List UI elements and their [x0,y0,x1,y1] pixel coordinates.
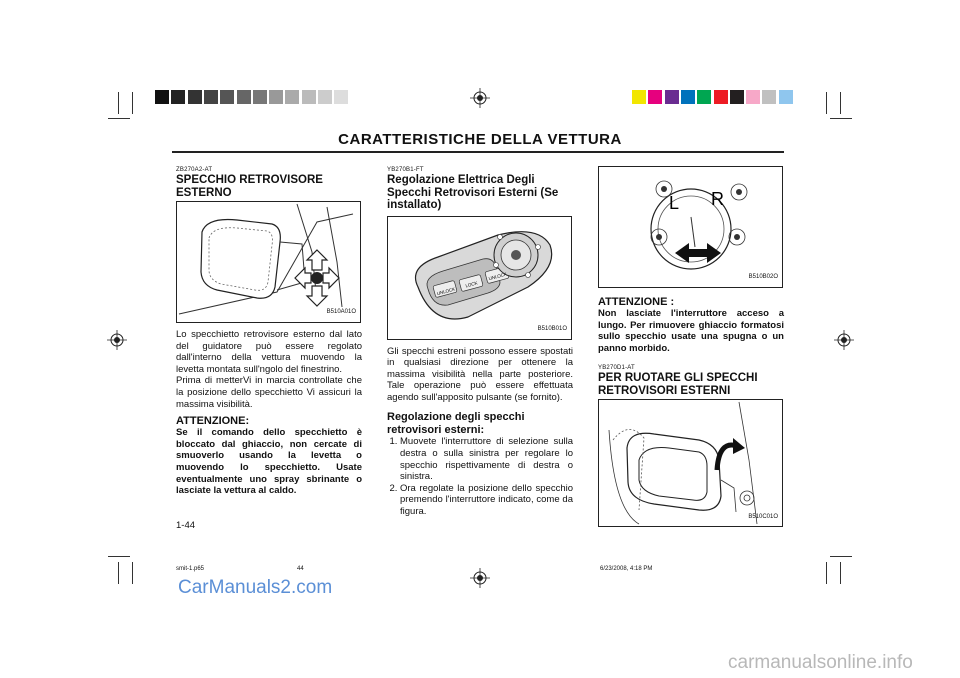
grayscale-swatch [285,90,299,104]
color-swatch [697,90,711,104]
page-number: 1-44 [176,520,196,531]
grayscale-swatch [220,90,234,104]
crop-mark [132,562,133,584]
page-title: CARATTERISTICHE DELLA VETTURA [338,131,622,148]
figure-lr-switch [598,166,783,288]
grayscale-swatch [334,90,348,104]
color-swatch [730,90,744,104]
list-item: 2. Ora regolate la posizione dello specchio premendo l'interruttore indicato, come da figura. [400,483,573,518]
registration-mark-icon [470,88,490,108]
color-swatch [714,90,728,104]
color-swatch [779,90,793,104]
lr-switch-illustration [599,167,782,287]
section-heading: Regolazione Elettrica Degli Specchi Retrovisori Esterni (Se installato) [387,174,559,211]
column-1 [176,166,362,497]
figure-mirror-switch [387,216,572,340]
section-heading: PER RUOTARE GLI SPECCHI RETROVISORI ESTERNI [598,372,758,397]
crop-mark [118,92,119,114]
warning-text: Se il comando dello specchietto è bloccato dal ghiaccio, non cercate di smuoverlo usando la levetta o muovendo lo specchietto. Usate eventualmente uno spray sbrinante o lasciate la vettura al caldo. [176,427,362,497]
switch-label-unlock-left: UNLOCK [436,285,456,296]
grayscale-swatch [237,90,251,104]
section-code: YB270D1-AT [598,365,635,372]
watermark-left[interactable]: CarManuals2.com [178,577,333,598]
warning-title: ATTENZIONE : [598,296,675,308]
header-rule [172,151,784,153]
figure-mirror-lever [176,201,361,323]
warning-title: ATTENZIONE: [176,415,250,428]
figure-label: B510B02O [748,274,778,281]
column-2 [387,166,573,518]
body-text: Gli specchi estreni possono essere spostati in qualsiasi direzione per ottenere la massima visibilità nella parte posteriore. Tale operazione può essere effettuata agendo sull'apposito pulsante (se fornito). [387,345,573,403]
crop-mark [108,118,130,119]
fold-mirror-illustration [599,400,782,526]
warning-text: Non lasciate l'interruttore acceso a lungo. Per rimuovere ghiaccio formatosi sullo specchio usate una spugna o un panno morbido. [598,308,784,354]
registration-mark-icon [834,330,854,350]
grayscale-swatch [171,90,185,104]
crop-mark [108,556,130,557]
color-swatch [665,90,679,104]
list-item: 1. Muovete l'interruttore di selezione sulla destra o sulla sinistra per regolare lo specchio rispettivamente di destra o sinistra. [400,436,573,482]
figure-label: B510A01O [326,309,356,316]
grayscale-swatch [302,90,316,104]
switch-label-unlock-right: UNLOCK [488,271,508,281]
color-swatch [632,90,646,104]
figure-label: B510C01O [748,513,778,520]
figure-fold-mirror [598,399,783,527]
section-heading: SPECCHIO RETROVISORE ESTERNO [176,174,323,199]
figure-label: B510B01O [537,325,567,332]
grayscale-swatch [318,90,332,104]
crop-mark [840,562,841,584]
mirror-switch-illustration [388,217,571,339]
grayscale-swatch [188,90,202,104]
watermark-right[interactable]: carmanualsonline.info [728,652,913,673]
crop-mark [826,562,827,584]
registration-mark-icon [107,330,127,350]
body-text: Lo specchietto retrovisore esterno dal lato del guidatore può essere regolato dall'interno della vettura muovendo la levetta montata sull'ngolo del finestrino. Prima di metterVi in marcia controllate che la posizione dello specchietto Vi assicuri la massima visibilità. [176,329,362,410]
registration-mark-icon [470,568,490,588]
crop-mark [826,92,827,114]
color-swatch [681,90,695,104]
crop-mark [830,118,852,119]
section-code: ZB270A2-AT [176,167,213,173]
mirror-lever-illustration [177,202,360,322]
switch-letter-l: L [669,193,680,213]
footer-page: 44 [297,566,304,572]
crop-mark [840,92,841,114]
switch-label-lock: LOCK [464,279,479,288]
grayscale-swatch [155,90,169,104]
color-swatch [648,90,662,104]
column-3 [598,166,784,527]
grayscale-swatch [204,90,218,104]
color-swatch [746,90,760,104]
section-code: YB270B1-FT [387,167,424,173]
subheading: Regolazione degli specchi retrovisori esterni: [387,411,525,436]
grayscale-swatch [269,90,283,104]
grayscale-swatch [253,90,267,104]
crop-mark [118,562,119,584]
switch-letter-r: R [711,189,724,209]
crop-mark [830,556,852,557]
crop-mark [132,92,133,114]
footer-date: 6/23/2008, 4:18 PM [600,566,653,572]
color-swatch [762,90,776,104]
steps-list [387,436,573,517]
footer-file: smit-1.p65 [176,566,205,572]
